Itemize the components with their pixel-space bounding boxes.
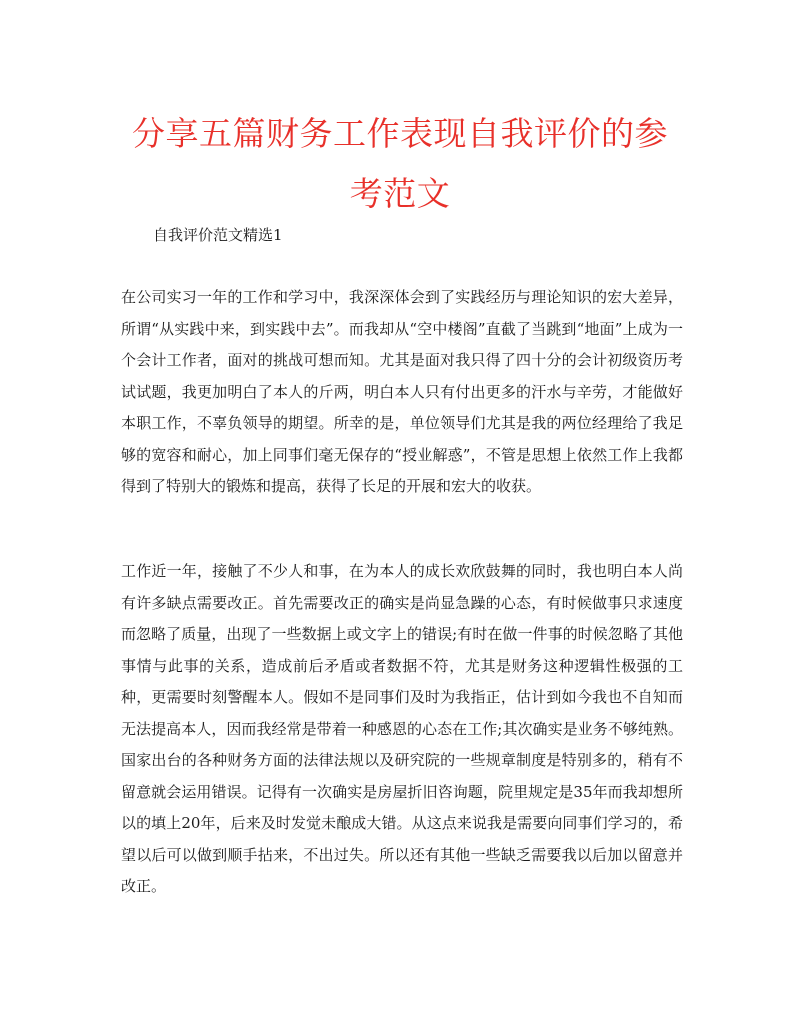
section-subtitle: 自我评价范文精选1 <box>153 226 283 244</box>
document-title: 分享五篇财务工作表现自我评价的参考范文 <box>132 114 668 213</box>
paragraph-1: 在公司实习一年的工作和学习中，我深深体会到了实践经历与理论知识的宏大差异，所谓“从实践中来，到实践中去”。而我却从“空中楼阁”直截了当跳到“地面”上成为一个会计工作者，面对的挑战可想而知。尤其是面对我只得了四十分的会计初级资历考试试题，我更加明白了本人的斤两，明白本人只有付出更多的汗水与辛劳，才能做好本职工作，不辜负领导的期望。所幸的是，单位领导们尤其是我的两位经理给了我足够的宽容和耐心，加上同事们毫无保存的“授业解惑”，不管是思想上依然工作上我都得到了特别大的锻炼和提高，获得了长足的开展和宏大的收获。 <box>121 288 683 495</box>
paragraph-2: 工作近一年，接触了不少人和事，在为本人的成长欢欣鼓舞的同时，我也明白本人尚有许多缺点需要改正。首先需要改正的确实是尚显急躁的心态，有时候做事只求速度而忽略了质量，出现了一些数据上或文字上的错误;有时在做一件事的时候忽略了其他事情与此事的关系，造成前后矛盾或者数据不符，尤其是财务这种逻辑性极强的工种，更需要时刻警醒本人。假如不是同事们及时为我指正，估计到如今我也不自知而无法提高本人，因而我经常是带着一种感恩的心态在工作;其次确实是业务不够纯熟。国家出台的各种财务方面的法律法规以及研究院的一些规章制度是特别多的，稍有不留意就会运用错误。记得有一次确实是房屋折旧咨询题，院里规定是35年而我却想所以的填上20年，后来及时发觉未酿成大错。从这点来说我是需要向同事们学习的，希望以后可以做到顺手拈来，不出过失。所以还有其他一些缺乏需要我以后加以留意并改正。 <box>121 562 683 895</box>
